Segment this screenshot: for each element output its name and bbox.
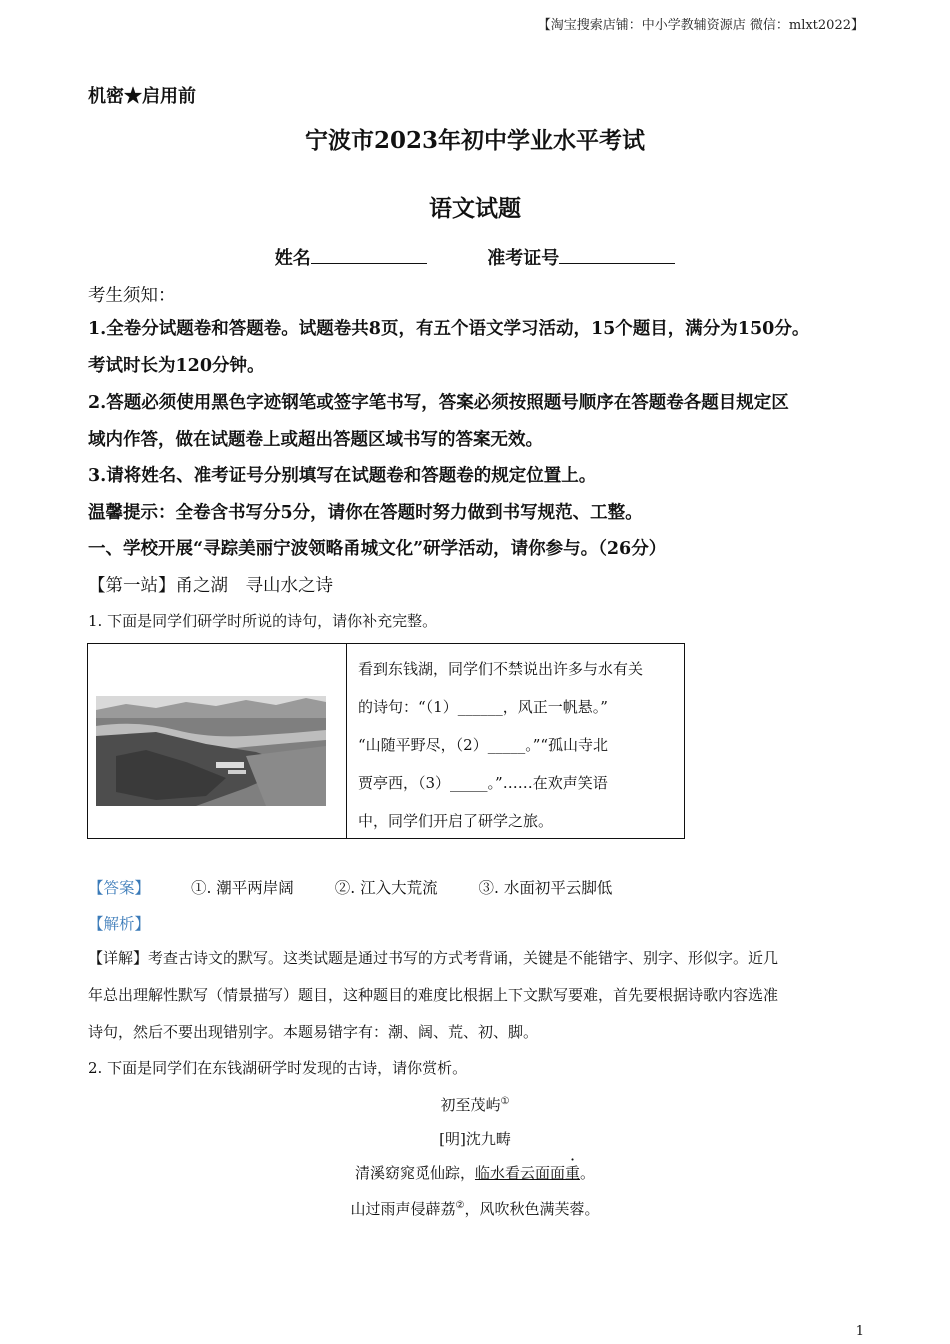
section-1-heading: 一、学校开展“寻踪美丽宁波领略甬城文化”研学活动，请你参与。（26分） [88,539,667,559]
poem-line-1 [0,1162,950,1183]
answer-2: ②. 江入大荒流 [334,879,438,897]
answer-1: ①. 潮平两岸阔 [190,879,294,897]
notice-3: 3.请将姓名、准考证号分别填写在试题卷和答题卷的规定位置上。 [88,466,597,486]
question-2: 2. 下面是同学们在东钱湖研学时发现的古诗，请你赏析。 [88,1059,468,1077]
question-1-table [87,643,685,839]
id-label: 准考证号 [487,248,560,269]
detail-line-1: 【详解】考查古诗文的默写。这类试题是通过书写的方式考背诵，关键是不能错字、别字、形似字。近几 [88,949,779,967]
poem-author: [明]沈九畴 [439,1130,511,1148]
name-label: 姓名 [274,248,311,269]
poem-line-2-b: ，风吹秋色满芙蓉。 [464,1200,600,1218]
notice-1b: 考试时长为120分钟。 [88,356,265,376]
poem-line-2-note: ② [455,1200,465,1211]
poem-line-2 [0,1198,950,1219]
analysis-label: 【解析】 [88,915,151,933]
notice-2b: 域内作答，做在试题卷上或超出答题区域书写的答案无效。 [88,430,543,450]
answer-3: ③. 水面初平云脚低 [478,879,613,897]
question-1-text [358,650,678,840]
page-number: 1 [855,1324,864,1339]
page-title: 宁波市2023年初中学业水平考试 [304,127,645,154]
q1-line-3: “山随平野尽，（2）_____。”“孤山寺北 [358,736,609,754]
answer-label: 【答案】 [88,879,151,897]
answer-row [88,876,612,898]
header-note: 【淘宝搜索店铺：中小学教辅资源店 微信：mlxt2022】 [537,18,864,33]
poem-line-2-a: 山过雨声侵薜荔 [350,1200,456,1218]
poem-line-1-underlined [475,1164,580,1182]
poem-title-text: 初至茂屿 [440,1096,501,1114]
q1-line-1: 看到东钱湖，同学们不禁说出许多与水有关 [358,660,644,678]
id-blank [559,247,675,264]
poem-line-1-end: 。 [580,1164,596,1182]
poem-title [0,1094,950,1115]
poem-line-1-a: 清溪窈窕觅仙踪， [354,1164,475,1182]
notice-1a: 1.全卷分试题卷和答题卷。试题卷共8页，有五个语文学习活动，15个题目，满分为150分。 [88,319,810,339]
poem-title-note: ① [500,1096,510,1107]
detail-line-2: 年总出理解性默写（情景描写）题目，这种题目的难度比根据上下文默写要难，首先要根据诗歌内容选准 [88,986,779,1004]
lake-photo [96,696,326,806]
name-blank [311,247,427,264]
poem-line-1-dotted-char: 重 [565,1164,581,1182]
question-1: 1. 下面是同学们研学时所说的诗句，请你补充完整。 [88,612,438,630]
name-id-row [0,244,950,270]
notice-title: 考生须知： [88,286,176,306]
detail-line-3: 诗句，然后不要出现错别字。本题易错字有：潮、阔、荒、初、脚。 [88,1023,539,1041]
page-subtitle: 语文试题 [429,195,521,222]
q1-line-5: 中，同学们开启了研学之旅。 [358,812,554,830]
q1-line-2: 的诗句：“（1）______，风正一帆悬。” [358,698,608,716]
q1-line-4: 贾亭西，（3）_____。”……在欢声笑语 [358,774,608,792]
notice-2a: 2.答题必须使用黑色字迹钢笔或签字笔书写，答案必须按照题号顺序在答题卷各题目规定区 [88,393,789,413]
tip: 温馨提示：全卷含书写分5分，请你在答题时努力做到书写规范、工整。 [88,503,643,523]
station-1-heading: 【第一站】甬之湖 寻山水之诗 [88,576,333,596]
secret-label: 机密★启用前 [88,86,196,107]
poem-line-1-b: 临水看云面面 [474,1164,565,1182]
